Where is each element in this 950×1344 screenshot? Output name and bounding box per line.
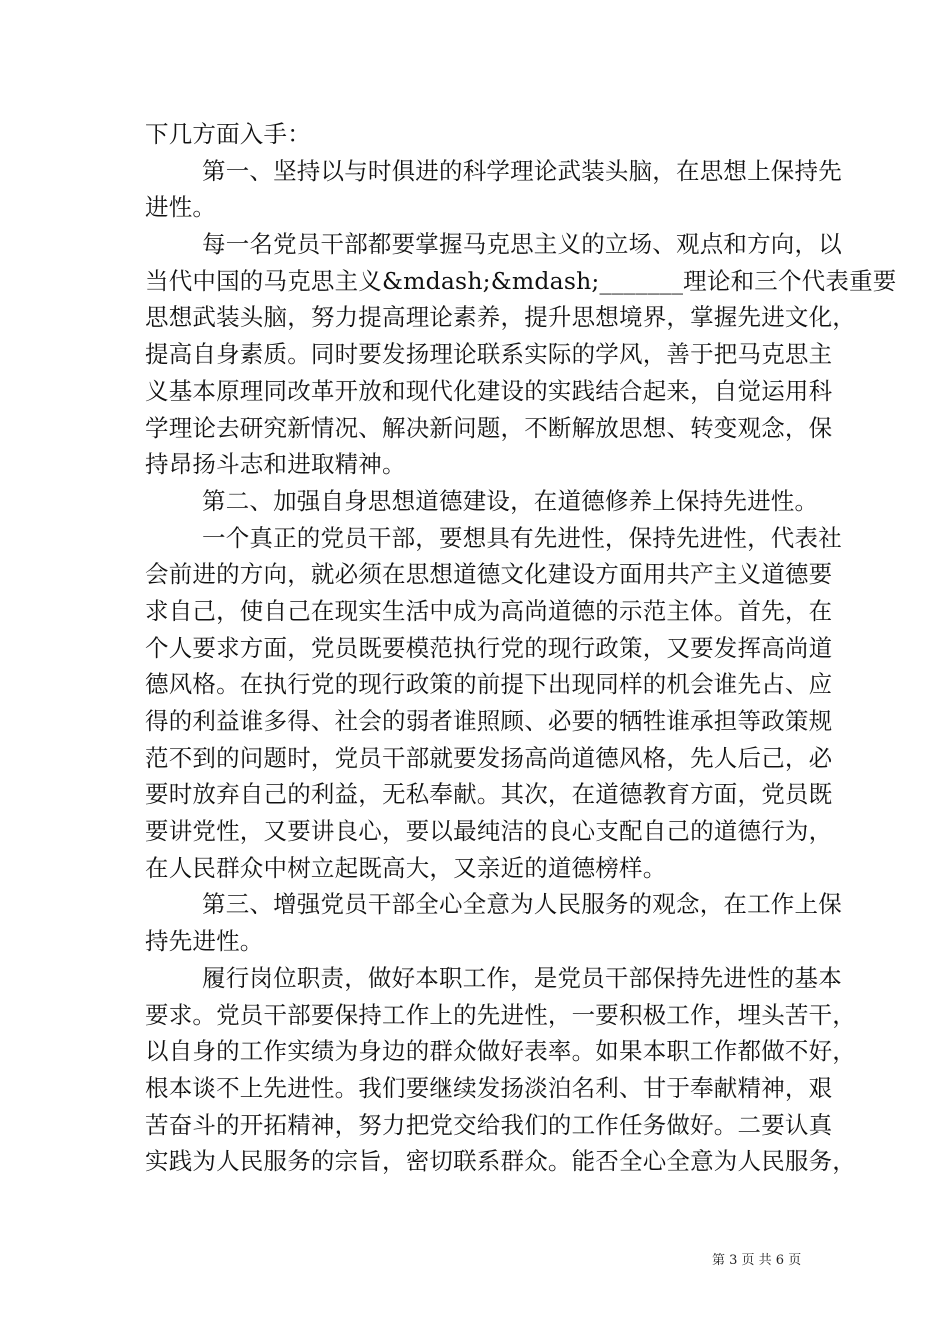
text-line: 得的利益谁多得、社会的弱者谁照顾、必要的牺牲谁承担等政策规: [145, 707, 833, 735]
text-line: 提高自身素质。同时要发扬理论联系实际的学风，善于把马克思主: [145, 340, 833, 369]
text-line: 每一名党员干部都要掌握马克思主义的立场、观点和方向，以: [202, 230, 842, 259]
text-line: 第三、增强党员干部全心全意为人民服务的观念，在工作上保: [202, 890, 842, 919]
text-line: 要求。党员干部要保持工作上的先进性，一要积极工作，埋头苦干，: [145, 1000, 856, 1029]
text-line: 在人民群众中树立起既高大，又亲近的道德榜样。: [145, 853, 667, 882]
text-line: 学理论去研究新情况、解决新问题，不断解放思想、转变观念，保: [145, 413, 833, 442]
text-line: 要时放弃自己的利益，无私奉献。其次，在道德教育方面，党员既: [145, 780, 833, 809]
text-line: 进性。: [145, 193, 217, 222]
text-line: 要讲党性，又要讲良心，要以最纯洁的良心支配自己的道德行为，: [145, 817, 833, 846]
text-line: 持昂扬斗志和进取精神。: [145, 450, 406, 479]
text-line: 德风格。在执行党的现行政策的前提下出现同样的机会谁先占、应: [145, 670, 833, 699]
text-line: 以自身的工作实绩为身边的群众做好表率。如果本职工作都做不好，: [145, 1037, 856, 1066]
text-line: 一个真正的党员干部，要想具有先进性，保持先进性，代表社: [202, 523, 842, 552]
text-line: 会前进的方向，就必须在思想道德文化建设方面用共产主义道德要: [145, 560, 833, 589]
text-line: 个人要求方面，党员既要模范执行党的现行政策，又要发挥高尚道: [145, 633, 833, 662]
document-body: [145, 116, 897, 1180]
text-line: 第一、坚持以与时俱进的科学理论武装头脑，在思想上保持先: [202, 156, 842, 185]
text-line: 履行岗位职责，做好本职工作，是党员干部保持先进性的基本: [202, 963, 842, 992]
text-line: 根本谈不上先进性。我们要继续发扬淡泊名利、甘于奉献精神，艰: [145, 1073, 833, 1102]
text-line: 思想武装头脑，努力提高理论素养，提升思想境界，掌握先进文化，: [145, 303, 856, 332]
text-line: 持先进性。: [145, 927, 264, 956]
text-line: 当代中国的马克思主义&mdash;&mdash;_______理论和三个代表重要: [145, 266, 897, 295]
text-line: 实践为人民服务的宗旨，密切联系群众。能否全心全意为人民服务，: [145, 1147, 856, 1176]
text-line: 义基本原理同改革开放和现代化建设的实践结合起来，自觉运用科: [145, 376, 833, 405]
page-number-footer: 第 3 页 共 6 页: [712, 1253, 802, 1268]
text-line: 下几方面入手：: [145, 120, 311, 148]
text-line: 范不到的问题时，党员干部就要发扬高尚道德风格，先人后己，必: [145, 743, 833, 772]
text-line: 第二、加强自身思想道德建设，在道德修养上保持先进性。: [202, 486, 819, 515]
text-line: 求自己，使自己在现实生活中成为高尚道德的示范主体。首先，在: [145, 596, 833, 625]
text-line: 苦奋斗的开拓精神，努力把党交给我们的工作任务做好。二要认真: [145, 1110, 833, 1139]
